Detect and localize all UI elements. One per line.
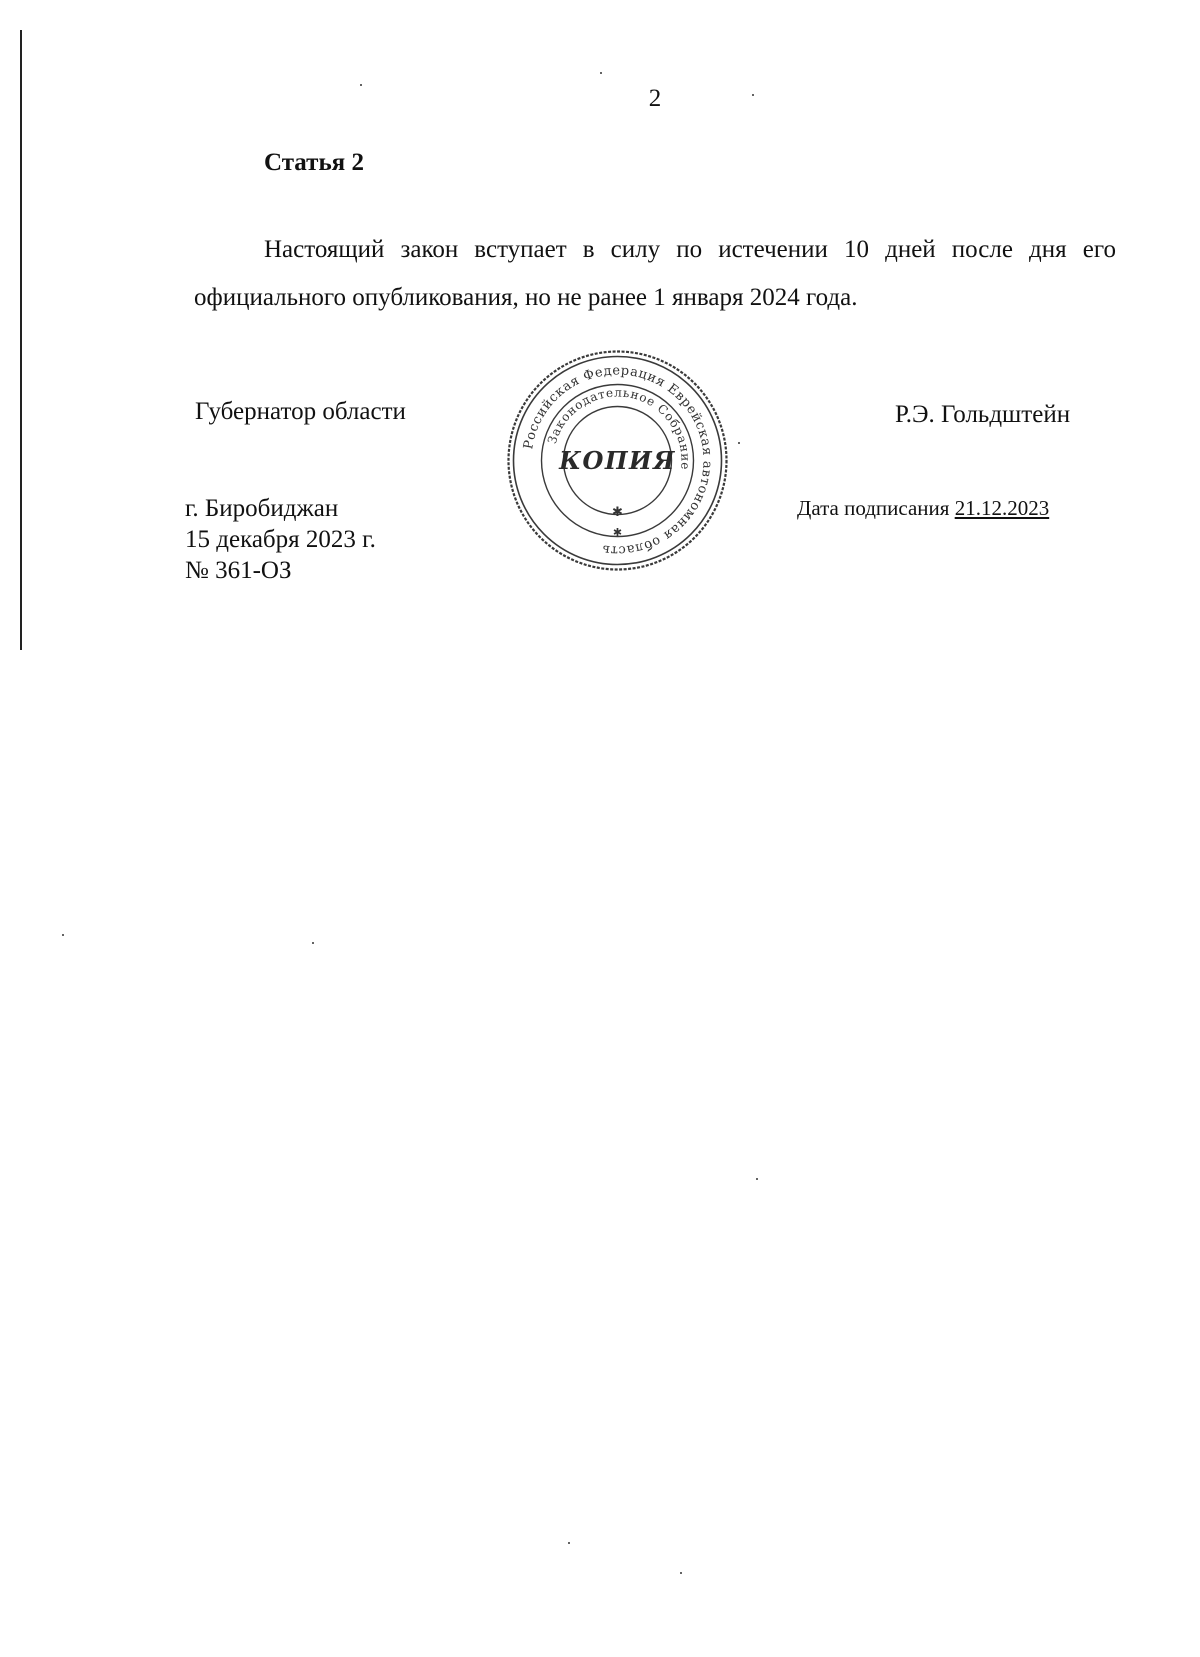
article-paragraph: Настоящий закон вступает в силу по истечении 10 дней после дня его официального опубликования, но не ранее 1 января 2024 года. — [194, 236, 1116, 311]
city-name: г. Биробиджан — [185, 495, 339, 522]
scan-speck — [738, 442, 740, 444]
scan-speck — [62, 934, 64, 936]
scan-speck — [312, 942, 314, 944]
place-date-number-block — [185, 493, 376, 586]
scan-speck — [360, 84, 362, 86]
scan-speck — [756, 1178, 758, 1180]
signing-date — [797, 495, 1049, 521]
seal-outer-text: Российская Федерация Еврейская автономная область — [521, 363, 715, 558]
adoption-date: 15 декабря 2023 г. — [185, 526, 376, 553]
official-seal — [505, 348, 730, 573]
scan-speck — [680, 1572, 682, 1574]
seal-star-icon: ✱ — [612, 505, 623, 520]
governor-label: Губернатор области — [195, 398, 406, 425]
seal-inner-text: Законодательное Собрание — [544, 385, 693, 471]
scan-speck — [600, 72, 602, 74]
law-number: № 361-ОЗ — [185, 557, 292, 584]
signer-name: Р.Э. Гольдштейн — [895, 401, 1071, 428]
scan-speck — [568, 1542, 570, 1544]
scan-speck — [752, 94, 754, 96]
signing-date-value: 21.12.2023 — [954, 496, 1050, 520]
page-number: 2 — [648, 85, 662, 112]
seal-star-icon: ✱ — [612, 526, 623, 539]
seal-center-text: КОПИЯ — [559, 446, 676, 475]
left-margin-line — [20, 30, 22, 650]
signing-date-label: Дата подписания — [797, 496, 950, 520]
article-title: Статья 2 — [264, 149, 364, 176]
